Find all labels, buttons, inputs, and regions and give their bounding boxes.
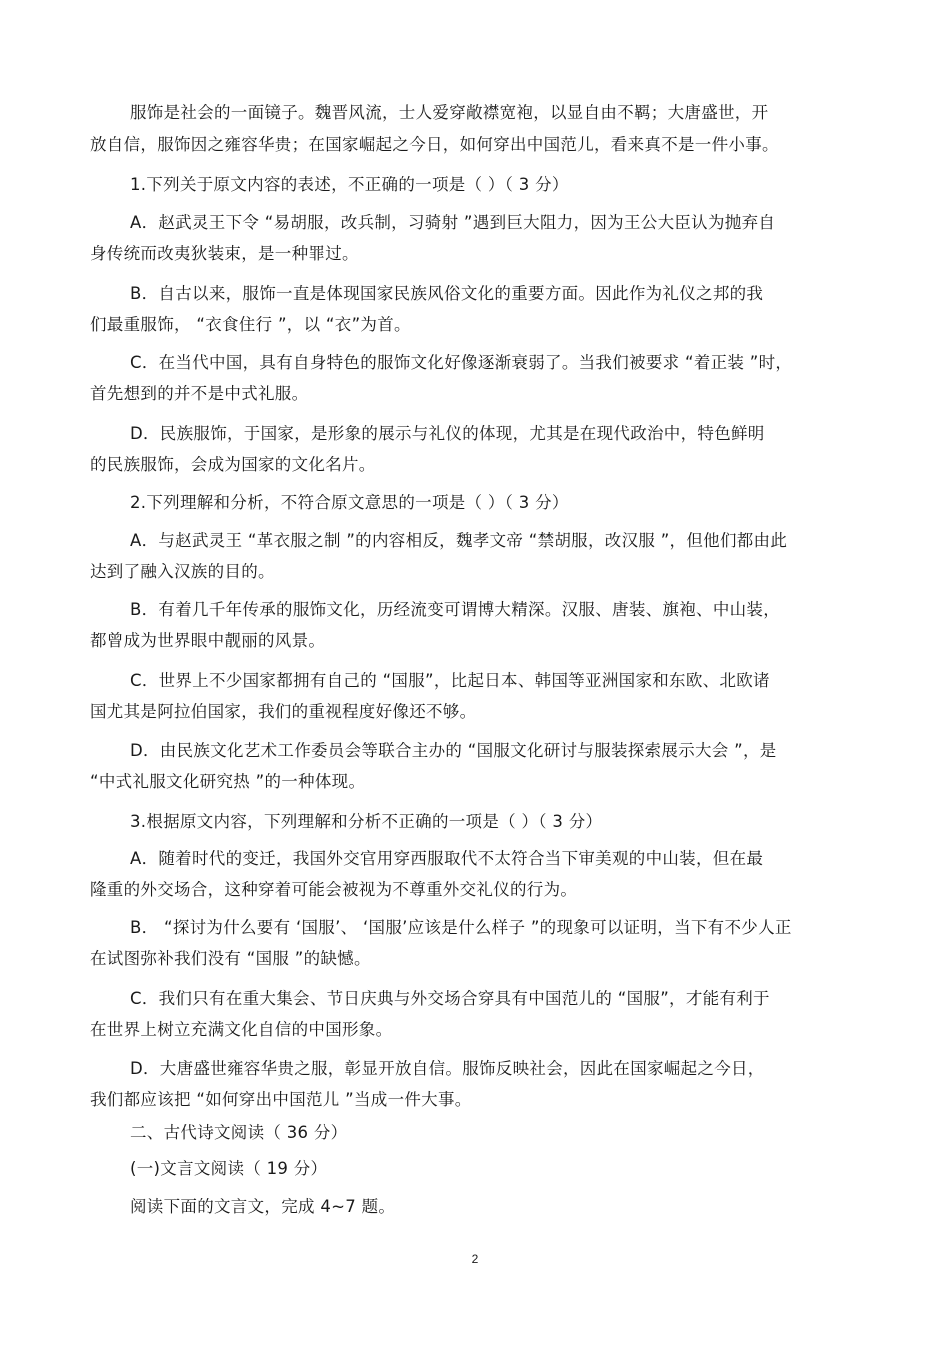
option-3b: B． “探讨为什么要有 ‘国服’、 ‘国服’应该是什么样子 ”的现象可以证明，当下有不少人正 bbox=[130, 918, 792, 937]
option-1d: D．民族服饰，于国家，是形象的展示与礼仪的体现，尤其是在现代政治中，特色鲜明 bbox=[130, 424, 765, 443]
option-2c: C．世界上不少国家都拥有自己的 “国服”，比起日本、韩国等亚洲国家和东欧、北欧诸 bbox=[130, 671, 770, 690]
option-2a: A．与赵武灵王 “革衣服之制 ”的内容相反，魏孝文帝 “禁胡服，改汉服 ”，但他们都由此 bbox=[130, 531, 788, 550]
text-line: 放自信，服饰因之雍容华贵；在国家崛起之今日，如何穿出中国范儿，看来真不是一件小事。 bbox=[90, 135, 779, 154]
text-line: 身传统而改夷狄装束，是一种罪过。 bbox=[90, 244, 359, 263]
section-heading: 二、古代诗文阅读（ 36 分） bbox=[130, 1123, 348, 1142]
subsection-heading: (一)文言文阅读（ 19 分） bbox=[130, 1159, 328, 1178]
question-3: 3.根据原文内容，下列理解和分析不正确的一项是（ ）（ 3 分） bbox=[130, 812, 603, 831]
text-line: 们最重服饰， “衣食住行 ”，以 “衣”为首。 bbox=[90, 315, 411, 334]
option-3d: D．大唐盛世雍容华贵之服，彰显开放自信。服饰反映社会，因此在国家崛起之今日， bbox=[130, 1059, 765, 1078]
text-line: 我们都应该把 “如何穿出中国范儿 ”当成一件大事。 bbox=[90, 1090, 472, 1109]
question-2: 2.下列理解和分析，不符合原文意思的一项是（ ）（ 3 分） bbox=[130, 493, 569, 512]
text-line: 隆重的外交场合，这种穿着可能会被视为不尊重外交礼仪的行为。 bbox=[90, 880, 578, 899]
text-line: 在世界上树立充满文化自信的中国形象。 bbox=[90, 1020, 393, 1039]
page-number: 2 bbox=[471, 1252, 479, 1266]
text-line: 的民族服饰，会成为国家的文化名片。 bbox=[90, 455, 376, 474]
instruction-text: 阅读下面的文言文，完成 4~7 题。 bbox=[130, 1197, 396, 1216]
option-3c: C．我们只有在重大集会、节日庆典与外交场合穿具有中国范儿的 “国服”，才能有利于 bbox=[130, 989, 770, 1008]
option-1b: B．自古以来，服饰一直是体现国家民族风俗文化的重要方面。因此作为礼仪之邦的我 bbox=[130, 284, 764, 303]
option-2b: B．有着几千年传承的服饰文化，历经流变可谓博大精深。汉服、唐装、旗袍、中山装， bbox=[130, 600, 781, 619]
option-1a: A．赵武灵王下令 “易胡服，改兵制，习骑射 ”遇到巨大阻力，因为王公大臣认为抛弃自 bbox=[130, 213, 776, 232]
option-3a: A．随着时代的变迁，我国外交官用穿西服取代不太符合当下审美观的中山装，但在最 bbox=[130, 849, 764, 868]
text-line: 国尤其是阿拉伯国家，我们的重视程度好像还不够。 bbox=[90, 702, 477, 721]
option-1c: C．在当代中国，具有自身特色的服饰文化好像逐渐衰弱了。当我们被要求 “着正装 ”时， bbox=[130, 353, 793, 372]
option-2d: D．由民族文化艺术工作委员会等联合主办的 “国服文化研讨与服装探索展示大会 ”，是 bbox=[130, 741, 777, 760]
text-line: 首先想到的并不是中式礼服。 bbox=[90, 384, 309, 403]
text-line: 服饰是社会的一面镜子。魏晋风流，士人爱穿敞襟宽袍，以显自由不羁；大唐盛世，开 bbox=[130, 103, 769, 122]
text-line: 在试图弥补我们没有 “国服 ”的缺憾。 bbox=[90, 949, 371, 968]
text-line: “中式礼服文化研究热 ”的一种体现。 bbox=[90, 772, 366, 791]
text-line: 达到了融入汉族的目的。 bbox=[90, 562, 275, 581]
text-line: 都曾成为世界眼中靓丽的风景。 bbox=[90, 631, 326, 650]
question-1: 1.下列关于原文内容的表述，不正确的一项是（ ）（ 3 分） bbox=[130, 175, 569, 194]
